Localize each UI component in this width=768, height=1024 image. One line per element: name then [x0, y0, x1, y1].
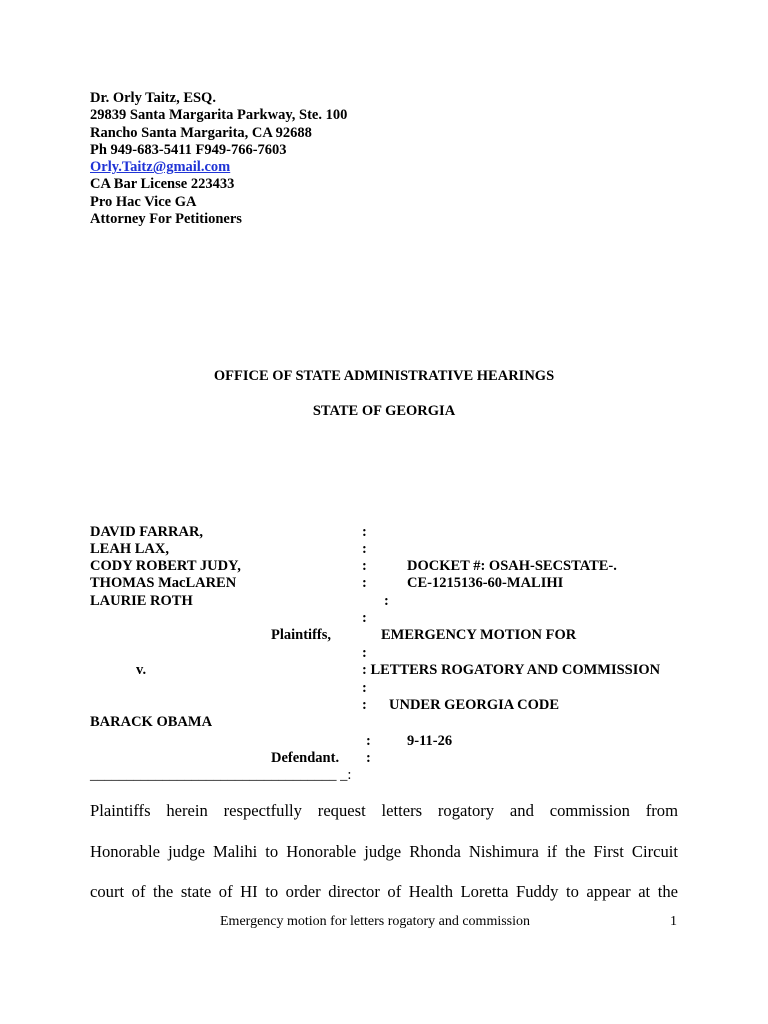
attorney-role: Attorney For Petitioners	[90, 211, 242, 228]
attorney-address-line1: 29839 Santa Margarita Parkway, Ste. 100	[90, 107, 348, 124]
motion-title-line3: UNDER GEORGIA CODE	[389, 697, 559, 713]
caption-colon: :	[362, 524, 367, 540]
plaintiff-name: DAVID FARRAR,	[90, 524, 204, 540]
plaintiff-name: LEAH LAX,	[90, 541, 169, 557]
plaintiff-name: THOMAS MacLAREN	[90, 575, 237, 591]
attorney-email-link[interactable]: Orly.Taitz@gmail.com	[90, 159, 231, 176]
caption-colon: :	[384, 593, 389, 609]
motion-title-line1: EMERGENCY MOTION FOR	[381, 627, 577, 643]
attorney-address-line2: Rancho Santa Margarita, CA 92688	[90, 124, 312, 141]
plaintiffs-label: Plaintiffs,	[271, 627, 332, 643]
plaintiff-name: LAURIE ROTH	[90, 593, 193, 609]
caption-colon: :	[362, 558, 367, 574]
footer-document-title: Emergency motion for letters rogatory and commission	[220, 914, 531, 929]
body-paragraph-line: court of the state of HI to order director of Health Loretta Fuddy to appear at the	[90, 882, 678, 901]
docket-number-cont: CE-1215136-60-MALIHI	[407, 575, 564, 591]
page-number: 1	[670, 914, 677, 929]
motion-title-line2: : LETTERS ROGATORY AND COMMISSION	[362, 662, 661, 678]
caption-colon: :	[362, 680, 367, 696]
defendant-name: BARACK OBAMA	[90, 714, 213, 730]
attorney-name: Dr. Orly Taitz, ESQ.	[90, 90, 216, 106]
caption-colon: :	[362, 541, 367, 557]
caption-colon: :	[366, 733, 371, 749]
docket-number: DOCKET #: OSAH-SECSTATE-.	[407, 558, 617, 574]
body-paragraph-line: Honorable judge Malihi to Honorable judge Rhonda Nishimura if the First Circuit	[90, 842, 678, 861]
court-office-heading: OFFICE OF STATE ADMINISTRATIVE HEARINGS	[213, 368, 555, 384]
caption-separator-line: __________________________________ _:	[90, 767, 352, 783]
court-state-heading: STATE OF GEORGIA	[312, 403, 456, 419]
attorney-bar-license: CA Bar License 223433	[90, 176, 235, 193]
versus-label: v.	[136, 662, 147, 678]
defendant-label: Defendant.	[271, 750, 340, 766]
attorney-pro-hac-vice: Pro Hac Vice GA	[90, 193, 197, 210]
caption-colon: :	[362, 645, 367, 661]
caption-colon: :	[366, 750, 371, 766]
georgia-code-number: 9-11-26	[407, 733, 453, 749]
caption-colon: :	[362, 575, 367, 591]
caption-colon: :	[362, 697, 367, 713]
caption-colon: :	[362, 610, 367, 626]
attorney-header	[90, 90, 347, 228]
body-paragraph-line: Plaintiffs herein respectfully request letters rogatory and commission from	[90, 801, 678, 820]
attorney-phone: Ph 949-683-5411 F949-766-7603	[90, 141, 287, 158]
plaintiff-name: CODY ROBERT JUDY,	[90, 558, 241, 574]
